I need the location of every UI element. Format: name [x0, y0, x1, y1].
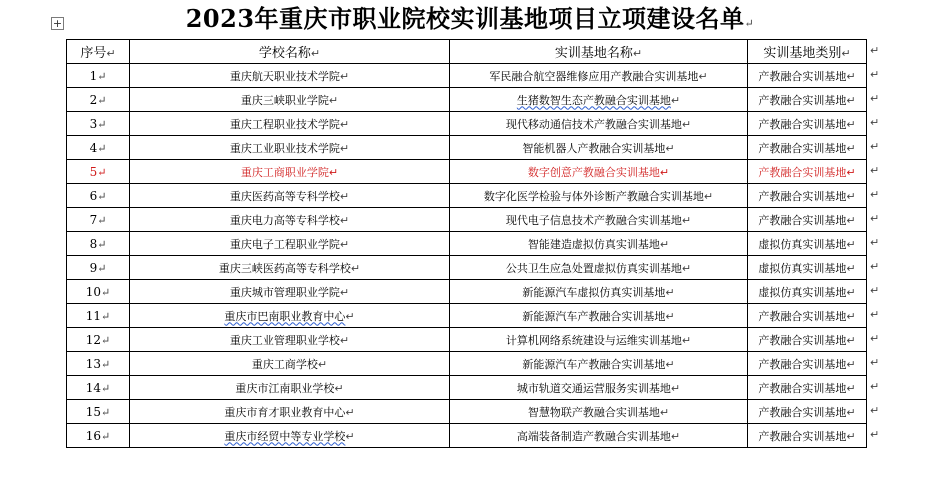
cell-category[interactable]	[748, 280, 867, 304]
paragraph-mark-icon: ↵	[101, 381, 111, 395]
cell-category-text: 虚拟仿真实训基地	[758, 261, 847, 275]
paragraph-mark-icon: ↵	[846, 213, 856, 227]
header-category: 实训基地类别↵	[748, 40, 867, 64]
paragraph-mark-icon: ↵	[345, 429, 355, 443]
cell-base-text: 数字化医学检验与体外诊断产教融合实训基地	[483, 189, 704, 203]
paragraph-mark-icon: ↵	[846, 381, 856, 395]
paragraph-mark-icon: ↵	[350, 261, 361, 275]
paragraph-mark-icon: ↵	[681, 261, 692, 275]
row-end-mark-icon: ↵	[870, 188, 880, 201]
row-end-mark-icon: ↵	[870, 92, 880, 105]
row-end-mark-icon: ↵	[870, 140, 880, 153]
cell-base-text: 新能源汽车产教融合实训基地	[522, 357, 666, 371]
cell-school[interactable]	[130, 304, 450, 328]
cell-index-text: 2	[89, 92, 98, 107]
row-end-mark-icon: ↵	[870, 332, 880, 345]
paragraph-mark-icon: ↵	[846, 285, 856, 299]
cell-school-text: 重庆工业职业技术学院	[229, 141, 340, 155]
cell-index-text: 9	[89, 260, 98, 275]
paragraph-mark-icon: ↵	[101, 357, 111, 371]
cell-index-text: 8	[89, 236, 98, 251]
cell-category[interactable]	[748, 88, 867, 112]
cell-school-text: 重庆工商学校	[251, 357, 318, 371]
cell-category[interactable]	[748, 376, 867, 400]
cell-index[interactable]	[67, 352, 130, 376]
cell-index[interactable]	[67, 232, 130, 256]
cell-base-text: 城市轨道交通运营服务实训基地	[516, 381, 671, 395]
table-row	[67, 160, 867, 184]
cell-base-text: 新能源汽车产教融合实训基地	[522, 309, 666, 323]
cell-school-text: 重庆三峡医药高等专科学校	[218, 261, 351, 275]
cell-category[interactable]	[748, 208, 867, 232]
cell-school[interactable]	[130, 424, 450, 448]
cell-school-text: 重庆医药高等专科学校	[229, 189, 340, 203]
paragraph-mark-icon: ↵	[846, 189, 856, 203]
training-base-table	[66, 39, 867, 448]
paragraph-mark-icon: ↵	[339, 69, 350, 83]
cell-base-text: 现代移动通信技术产教融合实训基地	[505, 117, 682, 131]
cell-school[interactable]	[130, 400, 450, 424]
cell-category[interactable]	[748, 400, 867, 424]
cell-index-text: 7	[89, 212, 98, 227]
cell-index[interactable]	[67, 328, 130, 352]
cell-base[interactable]	[450, 328, 748, 352]
paragraph-mark-icon: ↵	[744, 17, 755, 30]
cell-category[interactable]	[748, 232, 867, 256]
paragraph-mark-icon: ↵	[659, 237, 670, 251]
cell-index[interactable]	[67, 208, 130, 232]
table-move-handle-icon[interactable]: +	[52, 17, 63, 30]
paragraph-mark-icon: ↵	[703, 189, 714, 203]
paragraph-mark-icon: ↵	[339, 285, 350, 299]
cell-index-text: 14	[85, 380, 102, 395]
cell-base-text: 智能机器人产教融合实训基地	[522, 141, 666, 155]
paragraph-mark-icon: ↵	[670, 93, 681, 107]
cell-base[interactable]	[450, 376, 748, 400]
paragraph-mark-icon: ↵	[846, 333, 856, 347]
table-row	[67, 136, 867, 160]
cell-school[interactable]	[130, 352, 450, 376]
cell-category-text: 产教融合实训基地	[758, 381, 847, 395]
cell-index-text: 5	[89, 164, 98, 179]
cell-category-text: 产教融合实训基地	[758, 165, 847, 179]
paragraph-mark-icon: ↵	[345, 405, 355, 419]
paragraph-mark-icon: ↵	[345, 309, 355, 323]
cell-category-text: 产教融合实训基地	[758, 69, 847, 83]
cell-index[interactable]	[67, 376, 130, 400]
cell-school[interactable]	[130, 232, 450, 256]
cell-school-text: 重庆市江南职业学校	[235, 381, 335, 395]
cell-school[interactable]	[130, 376, 450, 400]
cell-base[interactable]	[450, 352, 748, 376]
paragraph-mark-icon: ↵	[101, 405, 111, 419]
paragraph-mark-icon: ↵	[97, 69, 107, 83]
cell-category[interactable]	[748, 184, 867, 208]
row-end-mark-icon: ↵	[870, 44, 880, 57]
cell-base-text: 现代电子信息技术产教融合实训基地	[505, 213, 682, 227]
row-end-mark-icon: ↵	[870, 116, 880, 129]
table-row	[67, 280, 867, 304]
cell-school-text: 重庆市育才职业教育中心	[224, 405, 346, 419]
table-row	[67, 376, 867, 400]
row-end-mark-icon: ↵	[870, 308, 880, 321]
cell-school[interactable]	[130, 184, 450, 208]
paragraph-mark-icon: ↵	[846, 237, 856, 251]
cell-index[interactable]	[67, 256, 130, 280]
cell-category[interactable]	[748, 304, 867, 328]
cell-base-text: 高端装备制造产教融合实训基地	[516, 429, 671, 443]
cell-index[interactable]	[67, 160, 130, 184]
cell-category-text: 产教融合实训基地	[758, 93, 847, 107]
cell-index-text: 10	[85, 284, 102, 299]
cell-index-text: 3	[89, 116, 98, 131]
cell-category-text: 虚拟仿真实训基地	[758, 237, 847, 251]
cell-index[interactable]	[67, 64, 130, 88]
cell-school[interactable]	[130, 256, 450, 280]
row-end-mark-icon: ↵	[870, 284, 880, 297]
cell-base[interactable]	[450, 112, 748, 136]
cell-school[interactable]	[130, 112, 450, 136]
paragraph-mark-icon: ↵	[339, 213, 350, 227]
paragraph-mark-icon: ↵	[97, 189, 107, 203]
table-row	[67, 184, 867, 208]
table-row	[67, 256, 867, 280]
cell-index-text: 1	[89, 68, 98, 83]
paragraph-mark-icon: ↵	[317, 357, 328, 371]
cell-base[interactable]	[450, 424, 748, 448]
cell-index[interactable]	[67, 280, 130, 304]
cell-category[interactable]	[748, 160, 867, 184]
cell-school-text: 重庆市巴南职业教育中心	[224, 309, 346, 323]
cell-category-text: 产教融合实训基地	[758, 213, 847, 227]
paragraph-mark-icon: ↵	[101, 333, 111, 347]
paragraph-mark-icon: ↵	[339, 141, 350, 155]
cell-base[interactable]	[450, 232, 748, 256]
cell-school-text: 重庆工程职业技术学院	[229, 117, 340, 131]
cell-index[interactable]	[67, 304, 130, 328]
cell-category-text: 产教融合实训基地	[758, 309, 847, 323]
paragraph-mark-icon: ↵	[665, 141, 675, 155]
cell-index-text: 12	[85, 332, 102, 347]
paragraph-mark-icon: ↵	[97, 93, 107, 107]
cell-index-text: 4	[89, 140, 98, 155]
paragraph-mark-icon: ↵	[698, 69, 708, 83]
cell-category[interactable]	[748, 328, 867, 352]
cell-index[interactable]	[67, 400, 130, 424]
table-header-row	[67, 40, 867, 64]
cell-school-text: 重庆电子工程职业学院	[229, 237, 340, 251]
cell-index-text: 15	[85, 404, 102, 419]
paragraph-mark-icon: ↵	[659, 165, 670, 179]
cell-index-text: 11	[85, 308, 102, 323]
cell-school-text: 重庆工业管理职业学校	[229, 333, 340, 347]
paragraph-mark-icon: ↵	[846, 309, 856, 323]
paragraph-mark-icon: ↵	[670, 381, 681, 395]
cell-base[interactable]	[450, 400, 748, 424]
cell-category-text: 虚拟仿真实训基地	[758, 285, 847, 299]
row-end-mark-icon: ↵	[870, 404, 880, 417]
cell-school-text: 重庆三峡职业学院	[240, 93, 329, 107]
cell-school[interactable]	[130, 160, 450, 184]
cell-base-text: 计算机网络系统建设与运维实训基地	[505, 333, 682, 347]
paragraph-mark-icon: ↵	[328, 165, 339, 179]
table-row	[67, 352, 867, 376]
table-row	[67, 64, 867, 88]
paragraph-mark-icon: ↵	[339, 117, 350, 131]
cell-index[interactable]	[67, 184, 130, 208]
cell-index-text: 6	[89, 188, 98, 203]
cell-category-text: 产教融合实训基地	[758, 189, 847, 203]
paragraph-mark-icon: ↵	[846, 357, 856, 371]
row-end-mark-icon: ↵	[870, 380, 880, 393]
paragraph-mark-icon: ↵	[101, 309, 111, 323]
table-row	[67, 232, 867, 256]
cell-base[interactable]	[450, 304, 748, 328]
cell-base-text: 数字创意产教融合实训基地	[527, 165, 660, 179]
cell-school[interactable]	[130, 64, 450, 88]
cell-index[interactable]	[67, 112, 130, 136]
cell-base-text: 军民融合航空器维修应用产教融合实训基地	[489, 69, 699, 83]
paragraph-mark-icon: ↵	[339, 189, 350, 203]
row-end-mark-icon: ↵	[870, 356, 880, 369]
row-end-mark-icon: ↵	[870, 164, 880, 177]
cell-index[interactable]	[67, 88, 130, 112]
paragraph-mark-icon: ↵	[101, 285, 111, 299]
cell-index-text: 13	[85, 356, 102, 371]
row-end-mark-icon: ↵	[870, 236, 880, 249]
cell-index[interactable]	[67, 136, 130, 160]
cell-category[interactable]	[748, 256, 867, 280]
paragraph-mark-icon: ↵	[681, 117, 692, 131]
table-row	[67, 328, 867, 352]
paragraph-mark-icon: ↵	[334, 381, 344, 395]
paragraph-mark-icon: ↵	[846, 429, 856, 443]
cell-school[interactable]	[130, 208, 450, 232]
cell-category[interactable]	[748, 424, 867, 448]
table-row	[67, 304, 867, 328]
cell-category-text: 产教融合实训基地	[758, 429, 847, 443]
paragraph-mark-icon: ↵	[97, 261, 107, 275]
header-index: 序号↵	[67, 40, 130, 64]
paragraph-mark-icon: ↵	[328, 93, 339, 107]
table-row	[67, 112, 867, 136]
paragraph-mark-icon: ↵	[846, 93, 856, 107]
cell-base-text: 公共卫生应急处置虚拟仿真实训基地	[505, 261, 682, 275]
table-row	[67, 424, 867, 448]
table-row	[67, 208, 867, 232]
table-row	[67, 88, 867, 112]
cell-base[interactable]	[450, 184, 748, 208]
cell-school-text: 重庆电力高等专科学校	[229, 213, 340, 227]
row-end-mark-icon: ↵	[870, 260, 880, 273]
cell-base[interactable]	[450, 136, 748, 160]
cell-school-text: 重庆城市管理职业学院	[229, 285, 340, 299]
paragraph-mark-icon: ↵	[665, 285, 675, 299]
paragraph-mark-icon: ↵	[665, 357, 675, 371]
cell-category-text: 产教融合实训基地	[758, 333, 847, 347]
cell-category-text: 产教融合实训基地	[758, 141, 847, 155]
cell-base-text: 生猪数智生态产教融合实训基地	[516, 93, 671, 107]
paragraph-mark-icon: ↵	[681, 213, 692, 227]
cell-school[interactable]	[130, 88, 450, 112]
paragraph-mark-icon: ↵	[846, 165, 856, 179]
cell-school-text: 重庆工商职业学院	[240, 165, 329, 179]
header-school: 学校名称↵	[130, 40, 450, 64]
paragraph-mark-icon: ↵	[846, 405, 856, 419]
cell-category-text: 产教融合实训基地	[758, 357, 847, 371]
paragraph-mark-icon: ↵	[101, 429, 111, 443]
cell-index[interactable]	[67, 424, 130, 448]
paragraph-mark-icon: ↵	[846, 117, 856, 131]
cell-school-text: 重庆市经贸中等专业学校	[224, 429, 346, 443]
cell-school[interactable]	[130, 328, 450, 352]
title-text: 2023年重庆市职业院校实训基地项目立项建设名单	[185, 4, 745, 33]
cell-base[interactable]	[450, 64, 748, 88]
cell-base-text: 新能源汽车虚拟仿真实训基地	[522, 285, 666, 299]
paragraph-mark-icon: ↵	[665, 309, 675, 323]
paragraph-mark-icon: ↵	[846, 141, 856, 155]
cell-base-text: 智能建造虚拟仿真实训基地	[527, 237, 660, 251]
paragraph-mark-icon: ↵	[339, 333, 350, 347]
cell-school-text: 重庆航天职业技术学院	[229, 69, 340, 83]
cell-category[interactable]	[748, 64, 867, 88]
cell-base-text: 智慧物联产教融合实训基地	[527, 405, 660, 419]
row-end-mark-icon: ↵	[870, 68, 880, 81]
row-end-mark-icon: ↵	[870, 212, 880, 225]
cell-category[interactable]	[748, 352, 867, 376]
table-row	[67, 400, 867, 424]
paragraph-mark-icon: ↵	[670, 429, 681, 443]
paragraph-mark-icon: ↵	[339, 237, 350, 251]
paragraph-mark-icon: ↵	[659, 405, 670, 419]
cell-school[interactable]	[130, 280, 450, 304]
paragraph-mark-icon: ↵	[97, 117, 107, 131]
cell-base[interactable]	[450, 208, 748, 232]
paragraph-mark-icon: ↵	[97, 141, 107, 155]
paragraph-mark-icon: ↵	[846, 69, 856, 83]
cell-category-text: 产教融合实训基地	[758, 405, 847, 419]
cell-category-text: 产教融合实训基地	[758, 117, 847, 131]
document-title	[60, 2, 880, 36]
cell-school[interactable]	[130, 136, 450, 160]
cell-category[interactable]	[748, 136, 867, 160]
paragraph-mark-icon: ↵	[681, 333, 692, 347]
paragraph-mark-icon: ↵	[97, 165, 107, 179]
cell-base[interactable]	[450, 88, 748, 112]
paragraph-mark-icon: ↵	[97, 213, 107, 227]
header-base: 实训基地名称↵	[450, 40, 748, 64]
cell-index-text: 16	[85, 428, 102, 443]
paragraph-mark-icon: ↵	[97, 237, 107, 251]
cell-base[interactable]	[450, 280, 748, 304]
row-end-mark-icon: ↵	[870, 428, 880, 441]
cell-base[interactable]	[450, 160, 748, 184]
paragraph-mark-icon: ↵	[846, 261, 856, 275]
cell-category[interactable]	[748, 112, 867, 136]
cell-base[interactable]	[450, 256, 748, 280]
